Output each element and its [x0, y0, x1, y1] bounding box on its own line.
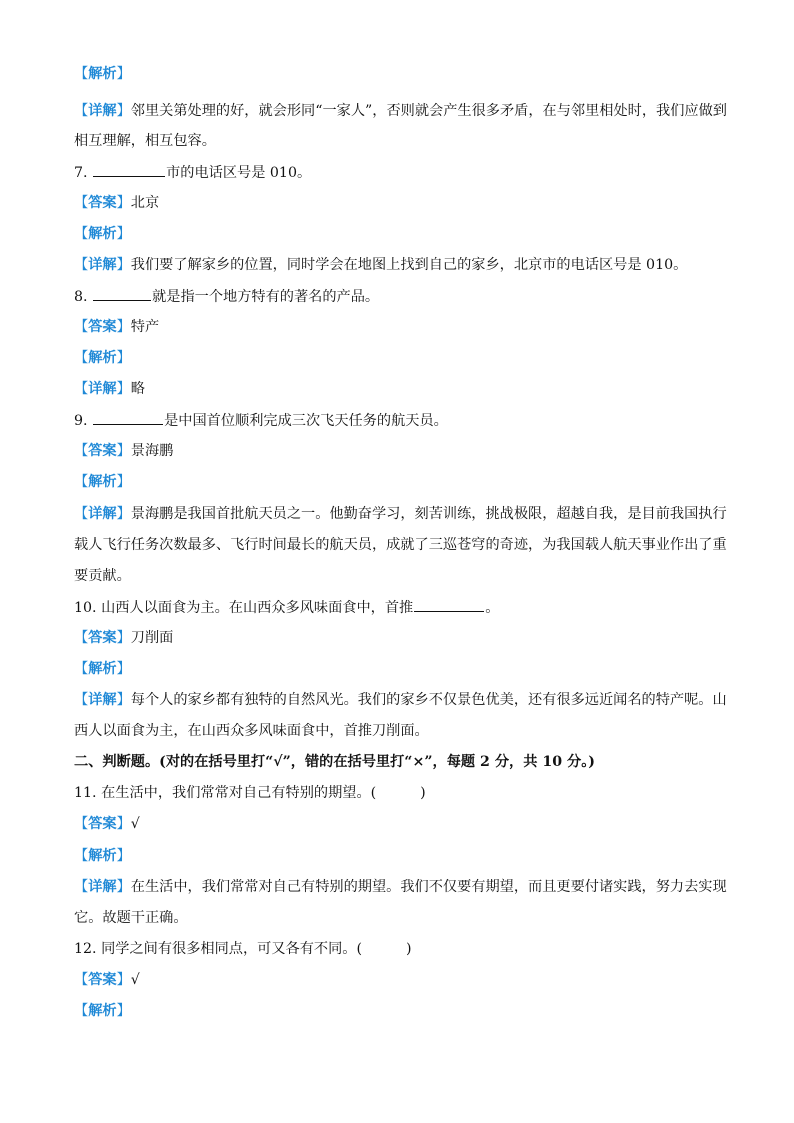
bracket-close: 】	[116, 1003, 131, 1019]
detail-label: 详解	[88, 381, 117, 397]
detail-text: 它。故题干正确。	[74, 910, 188, 926]
analysis-label: 解析	[88, 848, 117, 864]
question-9	[74, 410, 724, 431]
answer-line	[74, 441, 724, 461]
detail-continuation	[74, 131, 724, 151]
detail-line	[74, 101, 727, 121]
answer-line	[74, 193, 724, 213]
question-text: 11. 在生活中，我们常常对自己有特别的期望。(	[74, 785, 377, 801]
fill-blank	[93, 286, 151, 301]
answer-label: 答案	[88, 319, 117, 335]
bracket-open: 【	[74, 879, 89, 895]
detail-label: 详解	[88, 257, 117, 273]
analysis-label-line	[74, 659, 724, 679]
question-10	[74, 597, 724, 618]
bracket-close: 】	[116, 66, 131, 82]
question-text: 就是指一个地方特有的著名的产品。	[152, 289, 380, 305]
bracket-open: 【	[74, 506, 89, 522]
bracket-close: 】	[116, 692, 131, 708]
answer-text: 刀削面	[130, 630, 174, 646]
analysis-label-line	[74, 348, 724, 368]
detail-line	[74, 877, 727, 897]
detail-line	[74, 255, 724, 275]
detail-text: 略	[130, 381, 145, 397]
bracket-close: 】	[116, 319, 131, 335]
bracket-open: 【	[74, 443, 89, 459]
detail-line	[74, 379, 724, 399]
bracket-open: 【	[74, 319, 89, 335]
bracket-open: 【	[74, 816, 89, 832]
detail-text: 要贡献。	[74, 568, 131, 584]
analysis-label-line	[74, 1001, 724, 1021]
analysis-label: 解析	[88, 226, 117, 242]
detail-continuation	[74, 721, 724, 741]
answer-label: 答案	[88, 972, 117, 988]
analysis-label-line	[74, 224, 724, 244]
detail-text: 景海鹏是我国首批航天员之一。他勤奋学习，刻苦训练，挑战极限，超越自我，是目前我国执行	[130, 506, 727, 522]
detail-text: 在生活中，我们常常对自己有特别的期望。我们不仅要有期望，而且更要付诸实践，努力去实现	[130, 879, 727, 895]
analysis-label: 解析	[88, 350, 117, 366]
bracket-open: 【	[74, 103, 89, 119]
question-number: 8.	[74, 289, 88, 305]
bracket-close: 】	[116, 816, 131, 832]
bracket-close: 】	[116, 972, 131, 988]
detail-continuation	[74, 566, 724, 586]
detail-label: 详解	[88, 879, 117, 895]
answer-text: 北京	[130, 195, 160, 211]
bracket-open: 【	[74, 381, 89, 397]
detail-text: 邻里关第处理的好，就会形同“一家人”，否则就会产生很多矛盾，在与邻里相处时，我们应做到	[130, 103, 727, 119]
question-text-end: 。	[485, 600, 500, 616]
fill-blank	[414, 597, 484, 612]
detail-continuation	[74, 908, 724, 928]
bracket-open: 【	[74, 692, 89, 708]
question-text: 10. 山西人以面食为主。在山西众多风味面食中，首推	[74, 600, 414, 616]
bracket-close: 】	[116, 661, 131, 677]
question-8	[74, 286, 724, 307]
question-11	[74, 783, 724, 803]
detail-label: 详解	[88, 692, 117, 708]
answer-label: 答案	[88, 195, 117, 211]
detail-text: 我们要了解家乡的位置，同时学会在地图上找到自己的家乡，北京市的电话区号是 010。	[130, 257, 688, 273]
answer-text: √	[130, 972, 140, 988]
bracket-close: 】	[116, 226, 131, 242]
detail-text: 每个人的家乡都有独特的自然风光。我们的家乡不仅景色优美，还有很多远近闻名的特产呢。山	[130, 692, 727, 708]
bracket-close: 】	[116, 381, 131, 397]
bracket-close: 】	[116, 474, 131, 490]
bracket-open: 【	[74, 972, 89, 988]
detail-text: 相互理解，相互包容。	[74, 133, 216, 149]
analysis-label-line	[74, 846, 724, 866]
bracket-open: 【	[74, 474, 89, 490]
analysis-label-line	[74, 472, 724, 492]
question-7	[74, 162, 724, 183]
question-text: 市的电话区号是 010。	[166, 165, 312, 181]
detail-line	[74, 690, 727, 710]
answer-text: √	[130, 816, 140, 832]
paren-close: )	[405, 941, 412, 957]
answer-line	[74, 970, 724, 990]
answer-text: 特产	[130, 319, 160, 335]
detail-text: 载人飞行任务次数最多、飞行时间最长的航天员，成就了三巡苍穹的奇迹，为我国载人航天事业作出了重	[74, 537, 727, 553]
answer-text: 景海鹏	[130, 443, 174, 459]
bracket-close: 】	[116, 350, 131, 366]
analysis-label: 解析	[88, 661, 117, 677]
bracket-open: 【	[74, 1003, 89, 1019]
question-12	[74, 939, 724, 959]
fill-blank	[93, 162, 165, 177]
answer-label: 答案	[88, 816, 117, 832]
paren-close: )	[420, 785, 426, 801]
bracket-open: 【	[74, 350, 89, 366]
bracket-close: 】	[116, 103, 131, 119]
bracket-close: 】	[116, 630, 131, 646]
detail-line	[74, 504, 727, 524]
bracket-open: 【	[74, 848, 89, 864]
question-number: 7.	[74, 165, 88, 181]
bracket-open: 【	[74, 195, 89, 211]
bracket-open: 【	[74, 66, 89, 82]
detail-continuation	[74, 535, 727, 555]
detail-text: 西人以面食为主，在山西众多风味面食中，首推刀削面。	[74, 723, 429, 739]
section-heading: 二、判断题。(对的在括号里打“√”，错的在括号里打“×”，每题 2 分，共 10 分。)	[74, 754, 595, 770]
bracket-open: 【	[74, 257, 89, 273]
answer-line	[74, 628, 724, 648]
bracket-close: 】	[116, 195, 131, 211]
analysis-label: 解析	[88, 1003, 117, 1019]
question-number: 9.	[74, 413, 88, 429]
bracket-open: 【	[74, 226, 89, 242]
detail-label: 详解	[88, 506, 117, 522]
answer-label: 答案	[88, 443, 117, 459]
analysis-label-line	[74, 64, 724, 84]
question-text: 是中国首位顺利完成三次飞天任务的航天员。	[164, 413, 448, 429]
bracket-open: 【	[74, 661, 89, 677]
answer-line	[74, 814, 724, 834]
answer-line	[74, 317, 724, 337]
answer-label: 答案	[88, 630, 117, 646]
bracket-close: 】	[116, 443, 131, 459]
fill-blank	[93, 410, 163, 425]
bracket-open: 【	[74, 630, 89, 646]
bracket-close: 】	[116, 848, 131, 864]
detail-label: 详解	[88, 103, 117, 119]
bracket-close: 】	[116, 506, 131, 522]
question-text: 12. 同学之间有很多相同点，可又各有不同。(	[74, 941, 362, 957]
analysis-label: 解析	[88, 474, 117, 490]
bracket-close: 】	[116, 879, 131, 895]
analysis-label: 解析	[88, 66, 117, 82]
bracket-close: 】	[116, 257, 131, 273]
